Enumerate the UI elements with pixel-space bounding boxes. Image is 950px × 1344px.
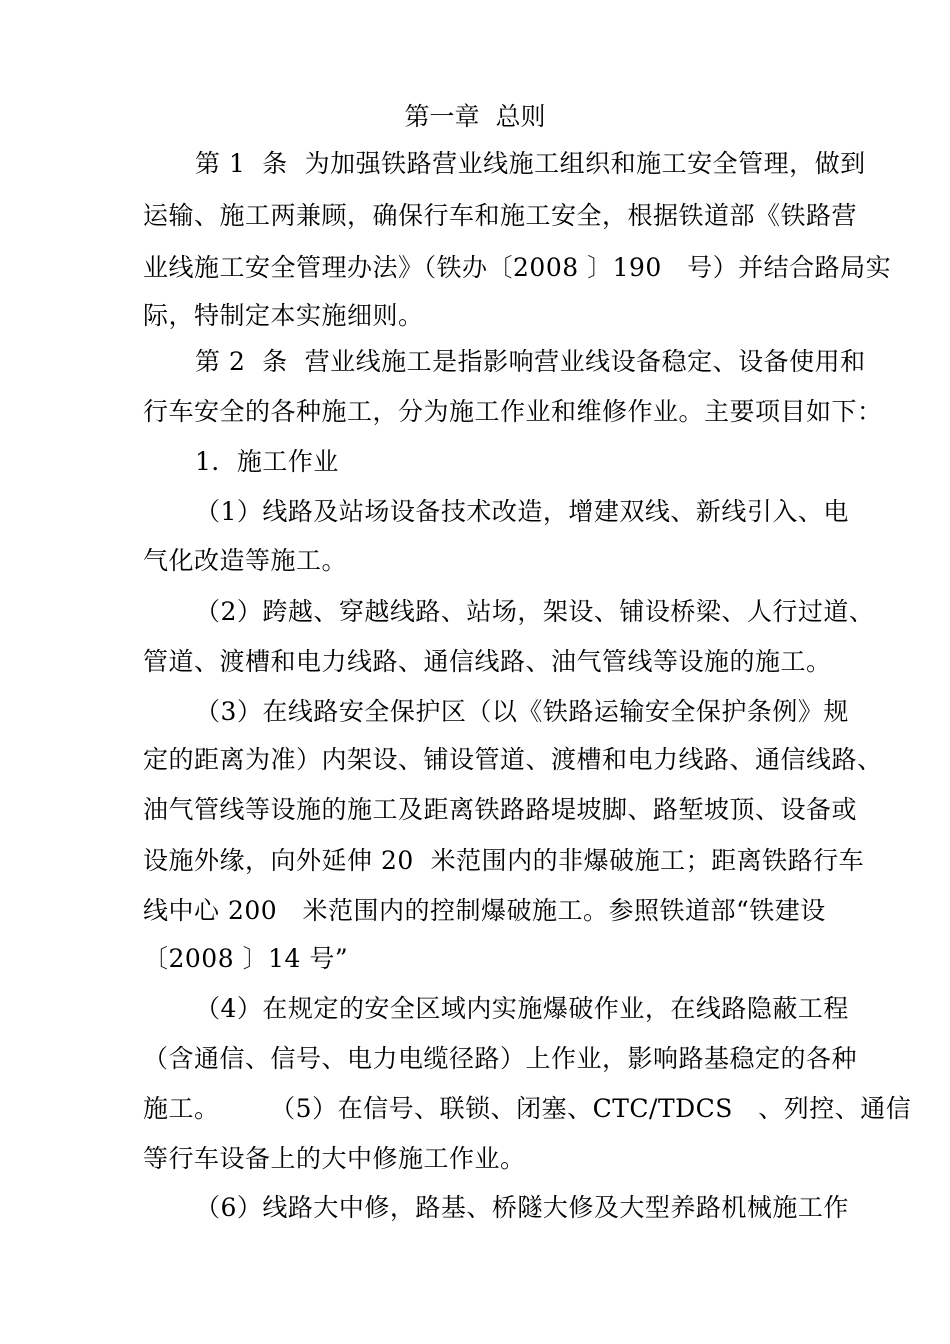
article-1-line-4: 际，特制定本实施细则。 [143, 301, 424, 330]
item-3-line-1: （3）在线路安全保护区（以《铁路运输安全保护条例》规 [195, 697, 849, 726]
item-3-line-6: 〔2008 〕14 号” [143, 944, 349, 973]
item-3-line-3: 油气管线等设施的施工及距离铁路路堤坡脚、路堑坡顶、设备或 [143, 795, 858, 824]
item-3-line-5: 线中心 200 米范围内的控制爆破施工。参照铁道部“铁建设 [143, 896, 826, 925]
article-1-line-1: 第 1 条 为加强铁路营业线施工组织和施工安全管理，做到 [195, 149, 866, 178]
item-2-line-2: 管道、渡槽和电力线路、通信线路、油气管线等设施的施工。 [143, 647, 832, 676]
item-4-line-1: （4）在规定的安全区域内实施爆破作业，在线路隐蔽工程 [195, 994, 849, 1023]
article-2-line-1: 第 2 条 营业线施工是指影响营业线设备稳定、设备使用和 [195, 347, 866, 376]
article-1-line-3: 业线施工安全管理办法》（铁办〔2008 〕190 号）并结合路局实 [143, 253, 892, 282]
item-3-line-4: 设施外缘，向外延伸 20 米范围内的非爆破施工；距离铁路行车 [143, 846, 865, 875]
chapter-title: 第一章 总则 [404, 102, 546, 131]
item-4-line-2: （含通信、信号、电力电缆径路）上作业，影响路基稳定的各种 [143, 1044, 858, 1073]
article-2-line-2: 行车安全的各种施工，分为施工作业和维修作业。主要项目如下： [143, 397, 883, 426]
item-1-line-2: 气化改造等施工。 [143, 546, 348, 575]
item-5-line-2: 等行车设备上的大中修施工作业。 [143, 1144, 526, 1173]
item-4-5-line: 施工。 （5）在信号、联锁、闭塞、CTC/TDCS 、列控、通信 [143, 1094, 912, 1123]
item-1-line-1: （1）线路及站场设备技术改造，增建双线、新线引入、电 [195, 497, 849, 526]
section-heading: 1．施工作业 [195, 447, 339, 476]
item-2-line-1: （2）跨越、穿越线路、站场，架设、铺设桥梁、人行过道、 [195, 597, 875, 626]
article-1-line-2: 运输、施工两兼顾，确保行车和施工安全，根据铁道部《铁路营 [143, 201, 858, 230]
item-6-line-1: （6）线路大中修，路基、桥隧大修及大型养路机械施工作 [195, 1193, 849, 1222]
item-3-line-2: 定的距离为准）内架设、铺设管道、渡槽和电力线路、通信线路、 [143, 745, 883, 774]
